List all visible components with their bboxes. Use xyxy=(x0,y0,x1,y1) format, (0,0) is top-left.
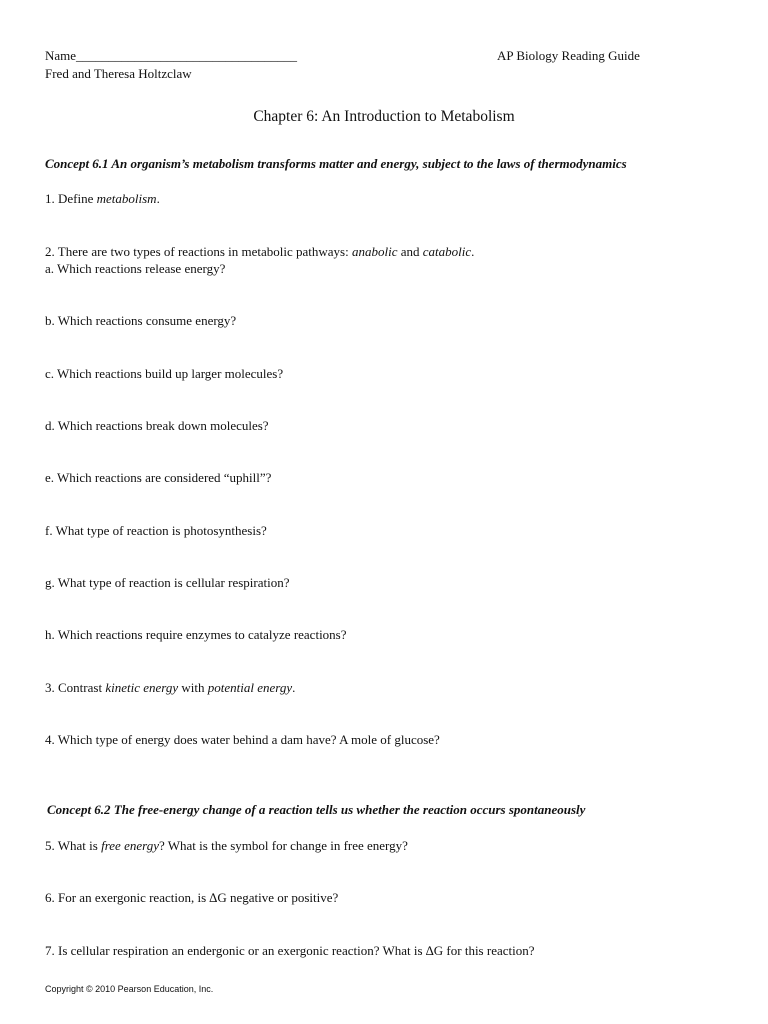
question-3-term-kinetic: kinetic energy xyxy=(105,680,179,695)
question-1 xyxy=(45,191,160,207)
question-2-term-anabolic: anabolic xyxy=(351,244,398,259)
question-5-term: free energy xyxy=(101,838,159,853)
question-6: 6. For an exergonic reaction, is ∆G negative or positive? xyxy=(45,890,339,905)
question-3-text: 3. Contrast xyxy=(45,680,106,695)
question-3-term-potential: potential energy xyxy=(207,680,293,695)
question-7: 7. Is cellular respiration an endergonic or an exergonic reaction? What is ∆G for this reaction? xyxy=(45,943,535,958)
question-2a: a. Which reactions release energy? xyxy=(45,261,226,276)
question-2-text: 2. There are two types of reactions in metabolic pathways: xyxy=(45,244,352,259)
authors-label: Fred and Theresa Holtzclaw xyxy=(45,66,192,81)
concept-heading-6-1: Concept 6.1 An organism’s metabolism transforms matter and energy, subject to the laws of thermodynamics xyxy=(45,156,627,171)
course-label: AP Biology Reading Guide xyxy=(497,48,640,63)
question-2g: g. What type of reaction is cellular respiration? xyxy=(45,575,290,590)
question-2 xyxy=(45,244,474,260)
question-1-term: metabolism xyxy=(96,191,157,206)
question-2c: c. Which reactions build up larger molecules? xyxy=(45,366,284,381)
page-title: Chapter 6: An Introduction to Metabolism xyxy=(253,108,515,125)
question-5-end: ? What is the symbol for change in free energy? xyxy=(158,838,408,853)
question-2-term-catabolic: catabolic xyxy=(422,244,472,259)
question-1-end: . xyxy=(156,191,160,206)
question-5-text: 5. What is xyxy=(45,838,102,853)
question-4: 4. Which type of energy does water behind a dam have? A mole of glucose? xyxy=(45,732,440,747)
question-2d: d. Which reactions break down molecules? xyxy=(45,418,269,433)
question-3 xyxy=(45,680,295,696)
question-2-end: . xyxy=(471,244,475,259)
question-3-end: . xyxy=(292,680,296,695)
question-1-text: 1. Define xyxy=(45,191,97,206)
name-field-label: Name__________________________________ xyxy=(45,48,298,63)
question-2h: h. Which reactions require enzymes to catalyze reactions? xyxy=(45,627,347,642)
question-3-mid: with xyxy=(178,680,208,695)
question-2-mid: and xyxy=(397,244,423,259)
question-2f: f. What type of reaction is photosynthesis? xyxy=(45,523,267,538)
copyright-footer: Copyright © 2010 Pearson Education, Inc. xyxy=(45,984,214,994)
concept-heading-6-2: Concept 6.2 The free-energy change of a reaction tells us whether the reaction occurs spontaneously xyxy=(47,802,586,817)
question-2b: b. Which reactions consume energy? xyxy=(45,313,237,328)
question-5 xyxy=(45,838,408,854)
question-2e: e. Which reactions are considered “uphill”? xyxy=(45,470,272,485)
